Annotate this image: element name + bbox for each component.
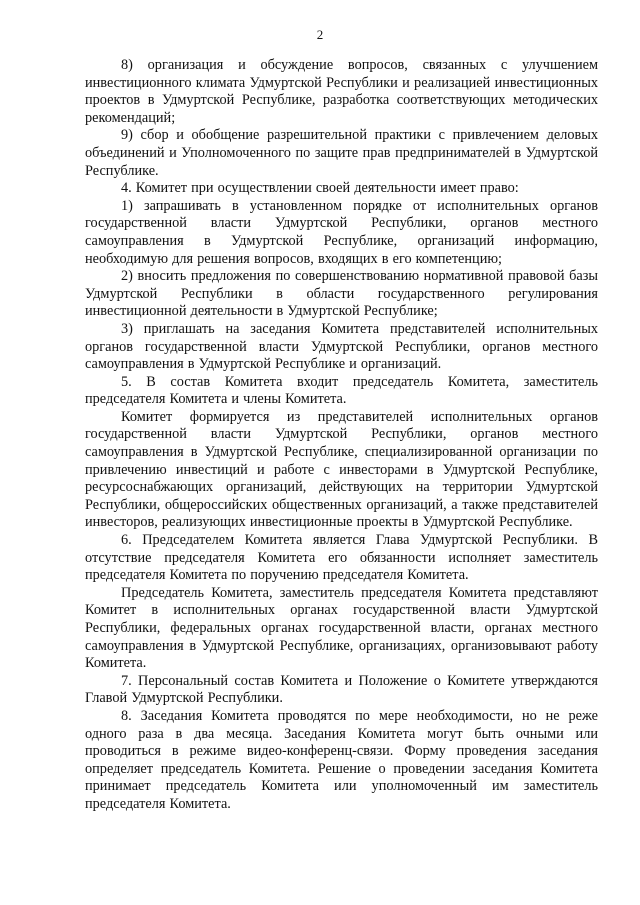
paragraph-item-9: 9) сбор и обобщение разрешительной практики с привлечением деловых объединений и Уполномоченного по защите прав предпринимателей в Удмуртской Республике. bbox=[85, 127, 598, 179]
paragraph-chair-representation: Председатель Комитета, заместитель председателя Комитета представляют Комитет в исполнительных органах государственной власти Удмуртской Республики, федеральных органах государственной власти, органах местного самоуправления в Удмуртской Республике, организациях, организовывают работу Комитета. bbox=[85, 584, 598, 672]
paragraph-section-7: 7. Персональный состав Комитета и Положение о Комитете утверждаются Главой Удмуртской Республики. bbox=[85, 672, 598, 707]
paragraph-right-1: 1) запрашивать в установленном порядке от исполнительных органов государственной власти Удмуртской Республики, органов местного самоуправления в Удмуртской Республике, организаций информацию, необходимую для решения вопросов, входящих в его компетенцию; bbox=[85, 197, 598, 267]
paragraph-right-3: 3) приглашать на заседания Комитета представителей исполнительных органов государственной власти Удмуртской Республики, органов местного самоуправления в Удмуртской Республике и организаций. bbox=[85, 320, 598, 373]
paragraph-section-8: 8. Заседания Комитета проводятся по мере необходимости, но не реже одного раза в два месяца. Заседания Комитета могут быть очными или проводиться в режиме видео-конференц-связи. Форму проведения заседания определяет председатель Комитета. Решение о проведении заседания Комитета принимает председатель Комитета или уполномоченный им заместитель председателя Комитета. bbox=[85, 707, 598, 812]
paragraph-item-8: 8) организация и обсуждение вопросов, связанных с улучшением инвестиционного климата Удмуртской Республики и реализацией инвестиционных проектов в Удмуртской Республике, разработка соответствующих методических рекомендаций; bbox=[85, 57, 598, 126]
paragraph-section-5: 5. В состав Комитета входит председатель Комитета, заместитель председателя Комитета и члены Комитета. bbox=[85, 373, 598, 408]
paragraph-committee-composition: Комитет формируется из представителей исполнительных органов государственной власти Удмуртской Республики, органов местного самоуправления в Удмуртской Республике, специализированной организации по привлечению инвестиций и работе с инвесторами в Удмуртской Республике, ресурсоснабжающих организаций, действующих на территории Удмуртской Республики, общероссийских общественных организаций, а также представителей инвесторов, реализующих инвестиционные проекты в Удмуртской Республике. bbox=[85, 408, 598, 531]
paragraph-section-4: 4. Комитет при осуществлении своей деятельности имеет право: bbox=[121, 180, 519, 197]
paragraph-section-6: 6. Председателем Комитета является Глава Удмуртской Республики. В отсутствие председателя Комитета его обязанности исполняет заместитель председателя Комитета по поручению председателя Комитета. bbox=[85, 532, 598, 584]
document-body bbox=[85, 57, 598, 814]
paragraph-right-2: 2) вносить предложения по совершенствованию нормативной правовой базы Удмуртской Республики в области государственного регулирования инвестиционной деятельности в Удмуртской Республике; bbox=[85, 268, 598, 320]
page-number: 2 bbox=[316, 27, 324, 42]
